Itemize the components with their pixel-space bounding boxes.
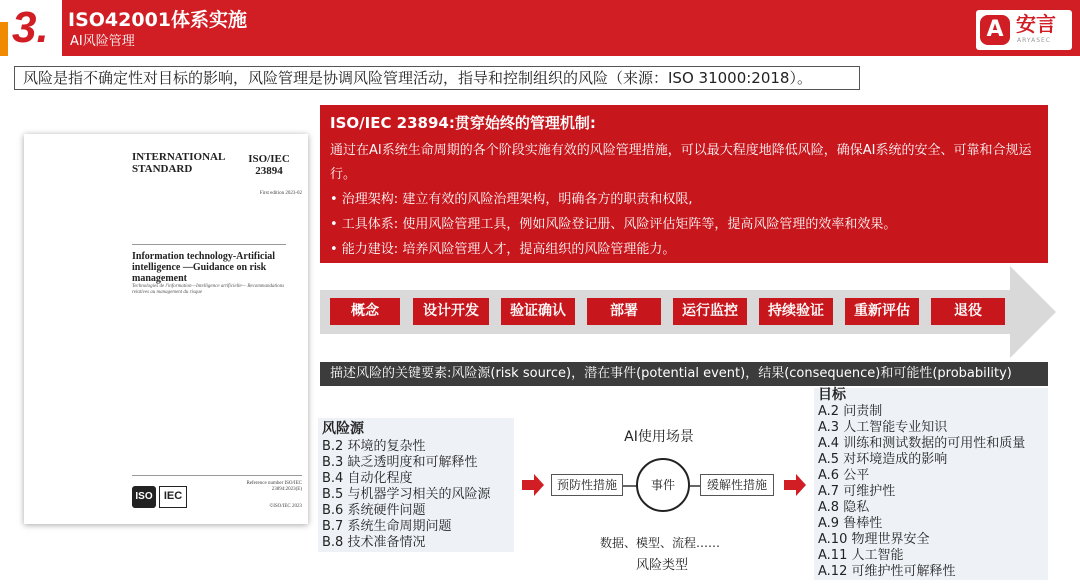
mechanism-bullet: • 能力建设: 培养风险管理人才，提高组织的风险管理能力。 — [330, 242, 676, 257]
doc-divider — [132, 244, 286, 245]
connector-line — [690, 484, 700, 488]
risk-source-item: B.5 与机器学习相关的风险源 — [322, 487, 491, 502]
doc-divider-bottom — [132, 475, 302, 476]
risk-type-label: 风险类型 — [635, 558, 688, 573]
risk-source-item: B.4 自动化程度 — [322, 471, 413, 486]
event-circle: 事件 — [636, 458, 690, 512]
doc-code: ISO/IEC 23894 — [248, 153, 290, 177]
logo-mark-icon: A — [980, 15, 1010, 45]
page-subtitle: AI风险管理 — [70, 34, 135, 49]
preventive-measures-box: 预防性措施 — [551, 474, 623, 496]
iec-logo-icon: IEC — [159, 486, 187, 508]
mechanism-description: 通过在AI系统生命周期的各个阶段实施有效的风险管理措施，可以最大程度地降低风险，确保AI系统的安全、可靠和合规运行。 — [330, 143, 1032, 182]
stage-verification: 验证确认 — [501, 298, 575, 325]
stage-retirement: 退役 — [931, 298, 1005, 325]
iso-iec-logo — [132, 486, 188, 510]
goal-item: A.7 可维护性 — [818, 484, 896, 499]
doc-copyright: ©ISO/IEC 2023 — [269, 504, 302, 509]
risk-source-item: B.2 环境的复杂性 — [322, 439, 426, 454]
stage-concept: 概念 — [330, 298, 400, 325]
brand-logo — [976, 10, 1072, 50]
risk-source-title: 风险源 — [322, 421, 364, 437]
stage-operation-monitoring: 运行监控 — [673, 298, 747, 325]
stage-deployment: 部署 — [587, 298, 661, 325]
connector-line — [623, 484, 637, 488]
iso-logo-icon: ISO — [132, 486, 156, 508]
doc-french-title: Technologies de l'information—Intelligence artificielle— Recommandations relatives au management du risque — [132, 284, 285, 295]
risk-source-item: B.3 缺乏透明度和可解释性 — [322, 455, 478, 470]
goal-item: A.9 鲁棒性 — [818, 516, 883, 531]
stage-design-development: 设计开发 — [413, 298, 489, 325]
stage-continuous-validation: 持续验证 — [759, 298, 833, 325]
goal-item: A.4 训练和测试数据的可用性和质量 — [818, 436, 1026, 451]
risk-source-panel — [318, 418, 514, 552]
intro-definition: 风险是指不确定性对目标的影响，风险管理是协调风险管理活动，指导和控制组织的风险（来源：ISO 31000:2018）。 — [14, 66, 860, 90]
scenario-title: AI使用场景 — [624, 429, 694, 445]
goal-item: A.5 对环境造成的影响 — [818, 452, 948, 467]
mechanism-title: ISO/IEC 23894:贯穿始终的管理机制: — [330, 114, 596, 132]
goal-item: A.3 人工智能专业知识 — [818, 420, 948, 435]
logo-text: 安言 — [1016, 12, 1056, 36]
goal-item: A.6 公平 — [818, 468, 870, 483]
section-number-accent — [0, 22, 8, 56]
data-model-process-text: 数据、模型、流程…… — [599, 536, 720, 550]
mechanism-bullet: • 治理架构: 建立有效的风险治理架构，明确各方的职责和权限, — [330, 192, 693, 207]
page-title: ISO42001体系实施 — [68, 9, 248, 31]
doc-international-standard: INTERNATIONAL STANDARD — [132, 151, 225, 175]
goals-title: 目标 — [818, 387, 846, 403]
section-number: 3. — [12, 3, 49, 52]
doc-reference-number: Reference number ISO/IEC 23894:2023(E) — [246, 481, 302, 492]
goal-item: A.12 可维护性可解释性 — [818, 564, 956, 579]
risk-source-item: B.8 技术准备情况 — [322, 535, 426, 550]
goal-item: A.11 人工智能 — [818, 548, 904, 563]
risk-source-item: B.7 系统生命周期问题 — [322, 519, 452, 534]
goals-panel — [814, 388, 1048, 580]
goal-item: A.8 隐私 — [818, 500, 870, 515]
logo-subtext: ARYASEC — [1017, 37, 1051, 44]
mitigating-measures-box: 缓解性措施 — [700, 474, 774, 496]
key-elements-bar: 描述风险的关键要素:风险源(risk source)，潜在事件(potential event)，结果(consequence)和可能性(probability) — [320, 362, 1048, 386]
goal-item: A.10 物理世界安全 — [818, 532, 930, 547]
doc-heading: Information technology-Artificial intelligence —Guidance on risk management — [132, 251, 276, 284]
risk-source-item: B.6 系统硬件问题 — [322, 503, 426, 518]
flow-arrow-icon — [522, 474, 544, 496]
stage-reevaluation: 重新评估 — [845, 298, 919, 325]
goal-item: A.2 问责制 — [818, 404, 883, 419]
mechanism-panel — [320, 105, 1048, 263]
flow-arrow-icon — [784, 474, 806, 496]
mechanism-bullet: • 工具体系: 使用风险管理工具，例如风险登记册、风险评估矩阵等，提高风险管理的效率和效果。 — [330, 217, 897, 232]
doc-edition: First edition 2023-02 — [259, 191, 302, 196]
standard-document-cover — [24, 134, 308, 524]
